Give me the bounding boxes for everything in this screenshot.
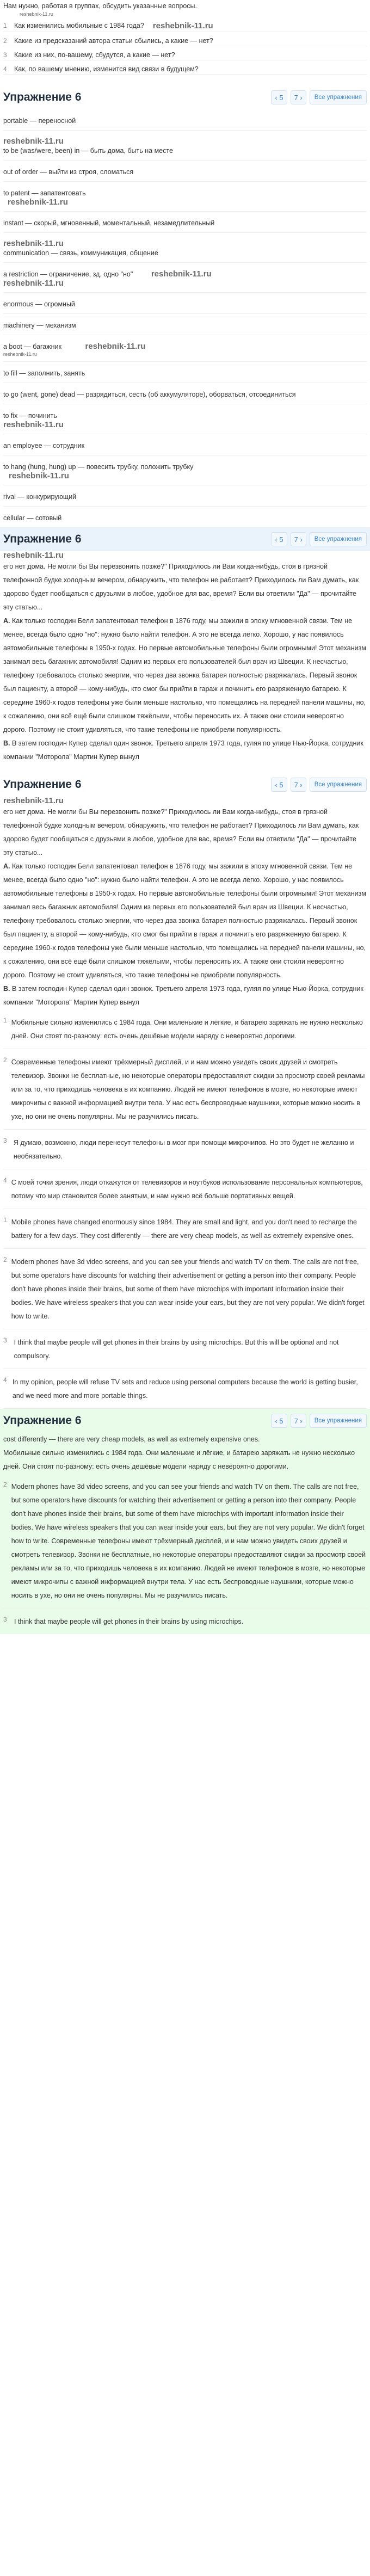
list-item (3, 1474, 367, 1609)
intro-section (0, 0, 370, 17)
list-item: an employee — сотрудник (3, 434, 367, 455)
list-item (3, 233, 367, 263)
exercise-title: Упражнение 6 (3, 91, 82, 103)
list-item (3, 1009, 367, 1049)
exercise-nav (271, 532, 367, 546)
next-exercise-button[interactable]: 7 › (291, 1414, 306, 1428)
item-text: to patent — запатентовать (3, 189, 86, 197)
paragraph-text: В затем господин Купер сделал один звонок. Третьего апреля 1973 года, гуляя по улице Нью-Йорка, сотрудник компании "Моторола" Мартин Купер вынул (3, 985, 363, 1006)
list-item: portable — переносной (3, 109, 367, 131)
item-text: I think that maybe people will get phones in their brains by using microchips. (14, 1618, 244, 1625)
text-paragraph (0, 982, 370, 1009)
item-text: to hang (hung, hung) up — повесить трубку, положить трубку (3, 463, 194, 471)
list-item (3, 1130, 367, 1169)
item-number: 3 (3, 1616, 7, 1623)
paragraph-text: Как только господин Белл запатентовал телефон в 1876 году, мы зажили в эпоху мгновенной связи. Тем не менее, всегда было одно "но": нужно было найти телефон. А это не всегда легко. Хорошо, у нас появилось автомобильные телефоны в 1950-х годах. Но первые автомобильные телефоны были огромными! Этот механизм занимал весь багажник автомобиля! Одним из первых его пользователей был врач из Швеции. К несчастью, телефону требовалось столько энергии, что через два звонка батарея полностью разряжалась. Первый звонок был пациенту, а второй — кому-нибудь, кто смог бы прийти в гараж и починить его разряженную батарею. К середине 1960-х годов телефоны уже были меньше настолько, что помещались на передней панели машины, но, к сожалению, они всё ещё были слишком тяжёлыми, чтобы переносить их. А также они стоили невероятно дорого. Поэтому не стоит удивляться, что такие телефоны не приобрели популярность. (3, 617, 366, 734)
list-item (3, 1609, 367, 1634)
list-item (3, 60, 367, 75)
paragraph-text: Как только господин Белл запатентовал телефон в 1876 году, мы зажили в эпоху мгновенной связи. Тем не менее, всегда было одно "но": нужно было найти телефон. А это не всегда легко. Хорошо, у нас появилось автомобильные телефоны в 1950-х годах. Но первые автомобильные телефоны были огромными! Этот механизм занимал весь багажник автомобиля! Одним из первых его пользователей был врач из Швеции. К несчастью, телефону требовалось столько энергии, что через два звонка батарея полностью разряжалась. Первый звонок был пациенту, а второй — кому-нибудь, кто смог бы прийти в гараж и починить его разряженную батарею. К середине 1960-х годов телефоны уже были меньше настолько, что помещались на передней панели машины, но, к сожалению, они всё ещё были слишком тяжёлыми, чтобы переносить их. А также они стоили невероятно дорого. Поэтому не стоит удивляться, что такие телефоны не приобрели популярность. (3, 862, 366, 979)
watermark: reshebnik-11.ru (3, 137, 64, 146)
list-item (3, 1169, 367, 1209)
item-text: С моей точки зрения, люди откажутся от телевизоров и ноутбуков использование персональных компьютеров, потому что мир становится более занятым, и нам нужно всё больше портативных вещей. (11, 1179, 363, 1200)
item-text: to be (was/were, been) in — быть дома, быть на месте (3, 147, 173, 155)
exercise-nav (271, 778, 367, 792)
next-exercise-button[interactable]: 7 › (291, 90, 306, 104)
item-number: 4 (3, 1176, 7, 1184)
list-item (3, 17, 367, 32)
list-item: out of order — выйти из строя, сломаться (3, 161, 367, 182)
item-text: I think that maybe people will get phones in their brains by using microchips. But this will be optional and not compulsory. (14, 1339, 339, 1360)
watermark: reshebnik-11.ru (3, 239, 64, 248)
text-paragraph (0, 614, 370, 737)
question-list (0, 17, 370, 75)
exercise-nav (271, 90, 367, 104)
item-text: Какие из предсказаний автора статьи сбылись, а какие — нет? (14, 37, 213, 45)
exercise-nav (271, 1414, 367, 1428)
item-text: Как изменились мобильные с 1984 года? (14, 22, 144, 29)
watermark: reshebnik-11.ru (3, 279, 64, 288)
list-item (3, 32, 367, 46)
item-number: 1 (3, 1016, 7, 1024)
list-item: to fill — заполнить, занять (3, 362, 367, 383)
prev-exercise-button[interactable]: ‹ 5 (271, 1414, 287, 1428)
list-item: cellular — сотовый (3, 514, 62, 522)
exercise-title: Упражнение 6 (3, 778, 82, 791)
item-text: a boot — багажник (3, 343, 61, 350)
list-item (3, 182, 367, 212)
next-exercise-button[interactable]: 7 › (291, 778, 306, 792)
exercise-header (0, 85, 370, 109)
watermark-row (0, 551, 370, 560)
item-number: 3 (3, 51, 7, 59)
text-paragraph: его нет дома. Не могли бы Вы перезвонить позже?" Приходилось ли Вам когда-нибудь, стоя в грязной телефонной будке холодным вечером, обнаружить, что телефон не работает? Приходилось ли Вам думать, как здорово будет пообщаться с друзьями в любое, удобное для вас, время? Если вы ответили "Да" — прочитайте эту статью... (3, 808, 359, 856)
text-paragraph (0, 860, 370, 982)
exercise-title: Упражнение 6 (3, 1414, 82, 1427)
list-item (3, 404, 367, 434)
list-item (3, 131, 367, 161)
list-item: machinery — механизм (3, 314, 367, 335)
answer-list (0, 1009, 370, 1409)
item-number: 2 (3, 1481, 7, 1488)
prev-exercise-button[interactable]: ‹ 5 (271, 778, 287, 792)
list-item (3, 1249, 367, 1329)
item-text: Мобильные сильно изменились с 1984 года. Они маленькие и лёгкие, и батарею заряжать не нужно несколько дней. Они стоят по-разному: есть очень дешёвые модели наряду с невероятно дорогими. (11, 1019, 363, 1040)
intro-heading: Нам нужно, работая в группах, обсудить указанные вопросы. (3, 2, 198, 10)
text-paragraph: Мобильные сильно изменились с 1984 года. Они маленькие и лёгкие, и батарею заряжать не нужно несколько дней. Они стоят по-разному: есть очень дешёвые модели наряду с невероятно дорогими. (3, 1449, 355, 1470)
item-text: Mobile phones have changed enormously since 1984. They are small and light, and you don't need to recharge the battery for a few days. They cost differently — there are very cheap models, as well as extremely expensive ones. (11, 1218, 357, 1240)
vocab-list (0, 109, 370, 527)
item-number: 3 (3, 1137, 7, 1144)
watermark: reshebnik-11.ru (8, 198, 68, 207)
exercise-header (0, 527, 370, 551)
next-exercise-button[interactable]: 7 › (291, 532, 306, 546)
text-paragraph (0, 737, 370, 764)
all-exercises-button[interactable]: Все упражнения (310, 778, 367, 792)
all-exercises-button[interactable]: Все упражнения (310, 1414, 367, 1428)
item-text: Какие из них, по-вашему, сбудутся, а какие — нет? (14, 51, 175, 59)
watermark-row (0, 797, 370, 805)
all-exercises-button[interactable]: Все упражнения (310, 532, 367, 546)
item-number: 1 (3, 1216, 7, 1224)
item-text: Современные телефоны имеют трёхмерный дисплей, и и нам можно увидеть своих друзей и смотреть телевизор. Звонки не бесплатные, но некоторые операторы предоставляют скидки за просмотр своей рекламы или за то, что приходишь человека в их компанию. Людей не имеют телефонов в мозге, но некоторые имеют микрочипы с важной информацией внутри тела. У нас есть беспроводные наушники, которые можно носить в ухе, но они не очень популярны. Мы не разучились писать. (11, 1058, 365, 1120)
paragraph-label: B. (3, 985, 10, 993)
item-number: 2 (3, 1056, 7, 1064)
watermark: reshebnik-11.ru (3, 551, 64, 560)
item-number: 1 (3, 22, 7, 29)
exercise-header (0, 1409, 370, 1433)
watermark: reshebnik-11.ru (151, 269, 212, 279)
prev-exercise-button[interactable]: ‹ 5 (271, 532, 287, 546)
item-number: 4 (3, 1376, 7, 1384)
list-item (3, 263, 367, 293)
watermark: reshebnik-11.ru (3, 352, 37, 357)
list-item (3, 455, 367, 485)
list-item (3, 335, 367, 362)
text-paragraph: cost differently — there are very cheap models, as well as extremely expensive ones. (3, 1435, 260, 1443)
answer-list (0, 1474, 370, 1634)
item-text: Modern phones have 3d video screens, and you can see your friends and watch TV on them. The calls are not free, but some operators have discounts for watching their advertisement or getting a person into their company. People don't have phones inside their brains, but some of them have microchips with important information inside their bodies. We have wireless speakers that you can wear inside your ears, but they are not very popular. We didn't forget how to write. (11, 1258, 365, 1320)
item-text: Я думаю, возможно, люди перенесут телефоны в мозг при помощи микрочипов. Но это будет не желанно и необязательно. (13, 1139, 354, 1160)
item-text: to fix — починить (3, 412, 57, 420)
all-exercises-button[interactable]: Все упражнения (310, 90, 367, 104)
watermark: reshebnik-11.ru (85, 342, 146, 351)
list-item (3, 1329, 367, 1369)
prev-exercise-button[interactable]: ‹ 5 (271, 90, 287, 104)
item-number: 3 (3, 1336, 7, 1344)
watermark: reshebnik-11.ru (3, 420, 64, 429)
exercise-header (0, 773, 370, 797)
watermark: reshebnik-11.ru (152, 21, 213, 30)
item-text: In my opinion, people will refuse TV sets and reduce using personal computers because the world is getting busier, and we need more and more portable things. (12, 1378, 358, 1400)
item-number: 4 (3, 65, 7, 73)
text-paragraph: его нет дома. Не могли бы Вы перезвонить позже?" Приходилось ли Вам когда-нибудь, стоя в грязной телефонной будке холодным вечером, обнаружить, что телефон не работает? Приходилось ли Вам думать, как здорово будет пообщаться с друзьями в любое, удобное для вас, время? Если вы ответили "Да" — прочитайте эту статью... (3, 563, 359, 611)
paragraph-label: A. (3, 862, 10, 870)
paragraph-label: B. (3, 739, 10, 747)
paragraph-text: В затем господин Купер сделал один звонок. Третьего апреля 1973 года, гуляя по улице Нью-Йорка, сотрудник компании "Моторола" Мартин Купер вынул (3, 739, 363, 761)
item-number: 2 (3, 1256, 7, 1264)
item-text: Как, по вашему мнению, изменится вид связи в будущем? (14, 65, 199, 73)
list-item (3, 1049, 367, 1130)
list-item (3, 46, 367, 60)
item-text: Modern phones have 3d video screens, and you can see your friends and watch TV on them. The calls are not free, but some operators have discounts for watching their advertisement or getting a person into their company. People don't have phones inside their brains, but some of them have microchips with important information inside their bodies. We have wireless speakers that you can wear inside your ears, but they are not very popular. We didn't forget how to write. Современные телефоны имеют трёхмерный дисплей, и и нам можно увидеть своих друзей и смотреть телевизор. Звонки не бесплатные, но некоторые операторы предоставляют скидки за просмотр своей рекламы или за то, что приходишь человека в их компанию. Людей не имеют телефонов в мозге, но некоторые имеют микрочипы с важной информацией внутри тела. У нас есть беспроводные наушники, которые можно носить в ухе, но они не очень популярны. Мы не разучились писать. (11, 1483, 366, 1599)
watermark: reshebnik-11.ru (3, 796, 64, 805)
list-item (3, 1209, 367, 1249)
paragraph-label: A. (3, 617, 10, 625)
watermark: reshebnik-11.ru (9, 471, 69, 480)
translation-section (0, 1409, 370, 1634)
list-item: instant — скорый, мгновенный, моментальный, незамедлительный (3, 212, 367, 233)
list-item: to go (went, gone) dead — разрядиться, сесть (об аккумуляторе), оборваться, отсоединиться (3, 383, 367, 404)
watermark: reshebnik-11.ru (20, 11, 53, 17)
item-text: communication — связь, коммуникация, общение (3, 249, 158, 257)
exercise-title: Упражнение 6 (3, 533, 82, 545)
item-number: 2 (3, 37, 7, 45)
list-item (3, 1369, 367, 1409)
list-item: enormous — огромный (3, 293, 367, 314)
list-item: rival — конкурирующий (3, 485, 367, 507)
item-text: a restriction — ограничение, зд. одно "но" (3, 270, 133, 278)
